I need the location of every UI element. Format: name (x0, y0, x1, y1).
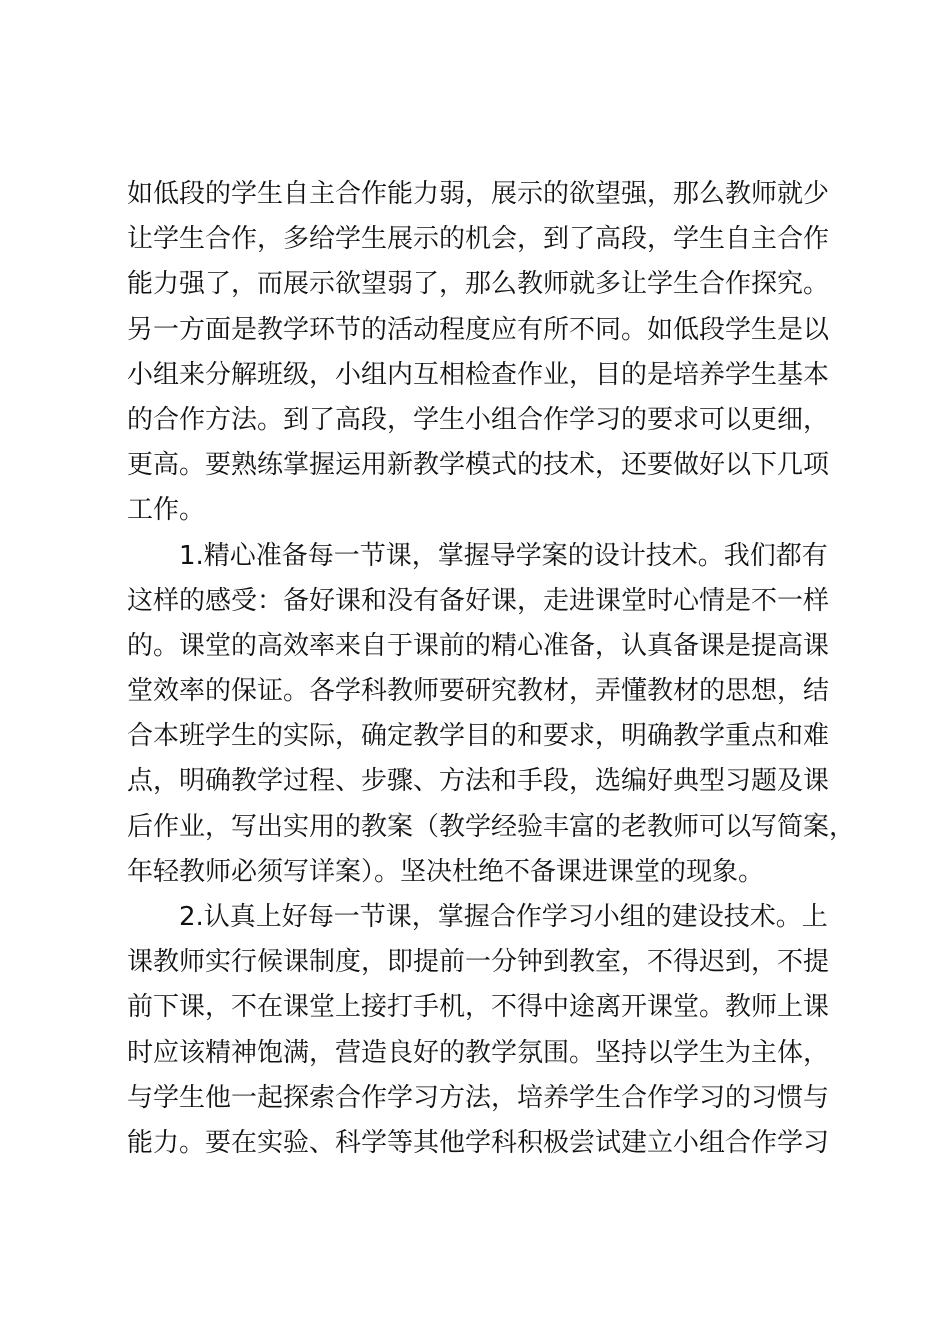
body-text (127, 172, 856, 1166)
text-line: 的合作方法。到了高段，学生小组合作学习的要求可以更细， (127, 404, 830, 435)
text-line: 课教师实行候课制度，即提前一分钟到教室，不得迟到，不提 (127, 947, 830, 978)
paragraph-2-first-line: 2.认真上好每一节课，掌握合作学习小组的建设技术。上 (179, 902, 828, 932)
text-line: 能力。要在实验、科学等其他学科积极尝试建立小组合作学习 (127, 1127, 830, 1158)
text-line: 另一方面是教学环节的活动程度应有所不同。如低段学生是以 (127, 314, 830, 345)
text-line: 工作。 (127, 495, 206, 526)
text-line: 点，明确教学过程、步骤、方法和手段，选编好典型习题及课 (127, 766, 830, 797)
paragraph-1-first-line: 1.精心准备每一节课，掌握导学案的设计技术。我们都有 (179, 540, 828, 571)
text-line: 时应该精神饱满，营造良好的教学氛围。坚持以学生为主体， (127, 1037, 830, 1068)
text-line: 的。课堂的高效率来自于课前的精心准备，认真备课是提高课 (127, 630, 830, 661)
text-line: 如低段的学生自主合作能力弱，展示的欲望强，那么教师就少 (127, 179, 830, 209)
text-line: 与学生他一起探索合作学习方法，培养学生合作学习的习惯与 (127, 1082, 830, 1113)
text-line: 让学生合作，多给学生展示的机会，到了高段，学生自主合作 (127, 224, 830, 255)
text-line: 小组来分解班级，小组内互相检查作业，目的是培养学生基本 (127, 359, 830, 390)
text-line: 更高。要熟练掌握运用新教学模式的技术，还要做好以下几项 (127, 450, 830, 481)
text-line: 后作业，写出实用的教案（教学经验丰富的老教师可以写简案， (127, 811, 856, 842)
text-line: 年轻教师必须写详案）。坚决杜绝不备课进课堂的现象。 (127, 856, 765, 887)
text-line: 前下课，不在课堂上接打手机，不得中途离开课堂。教师上课 (127, 992, 830, 1023)
text-line: 能力强了，而展示欲望弱了，那么教师就多让学生合作探究。 (127, 269, 830, 300)
text-line: 堂效率的保证。各学科教师要研究教材，弄懂教材的思想，结 (127, 676, 830, 707)
text-line: 这样的感受：备好课和没有备好课，走进课堂时心情是不一样 (127, 585, 830, 616)
text-line: 合本班学生的实际，确定教学目的和要求，明确教学重点和难 (127, 721, 830, 752)
